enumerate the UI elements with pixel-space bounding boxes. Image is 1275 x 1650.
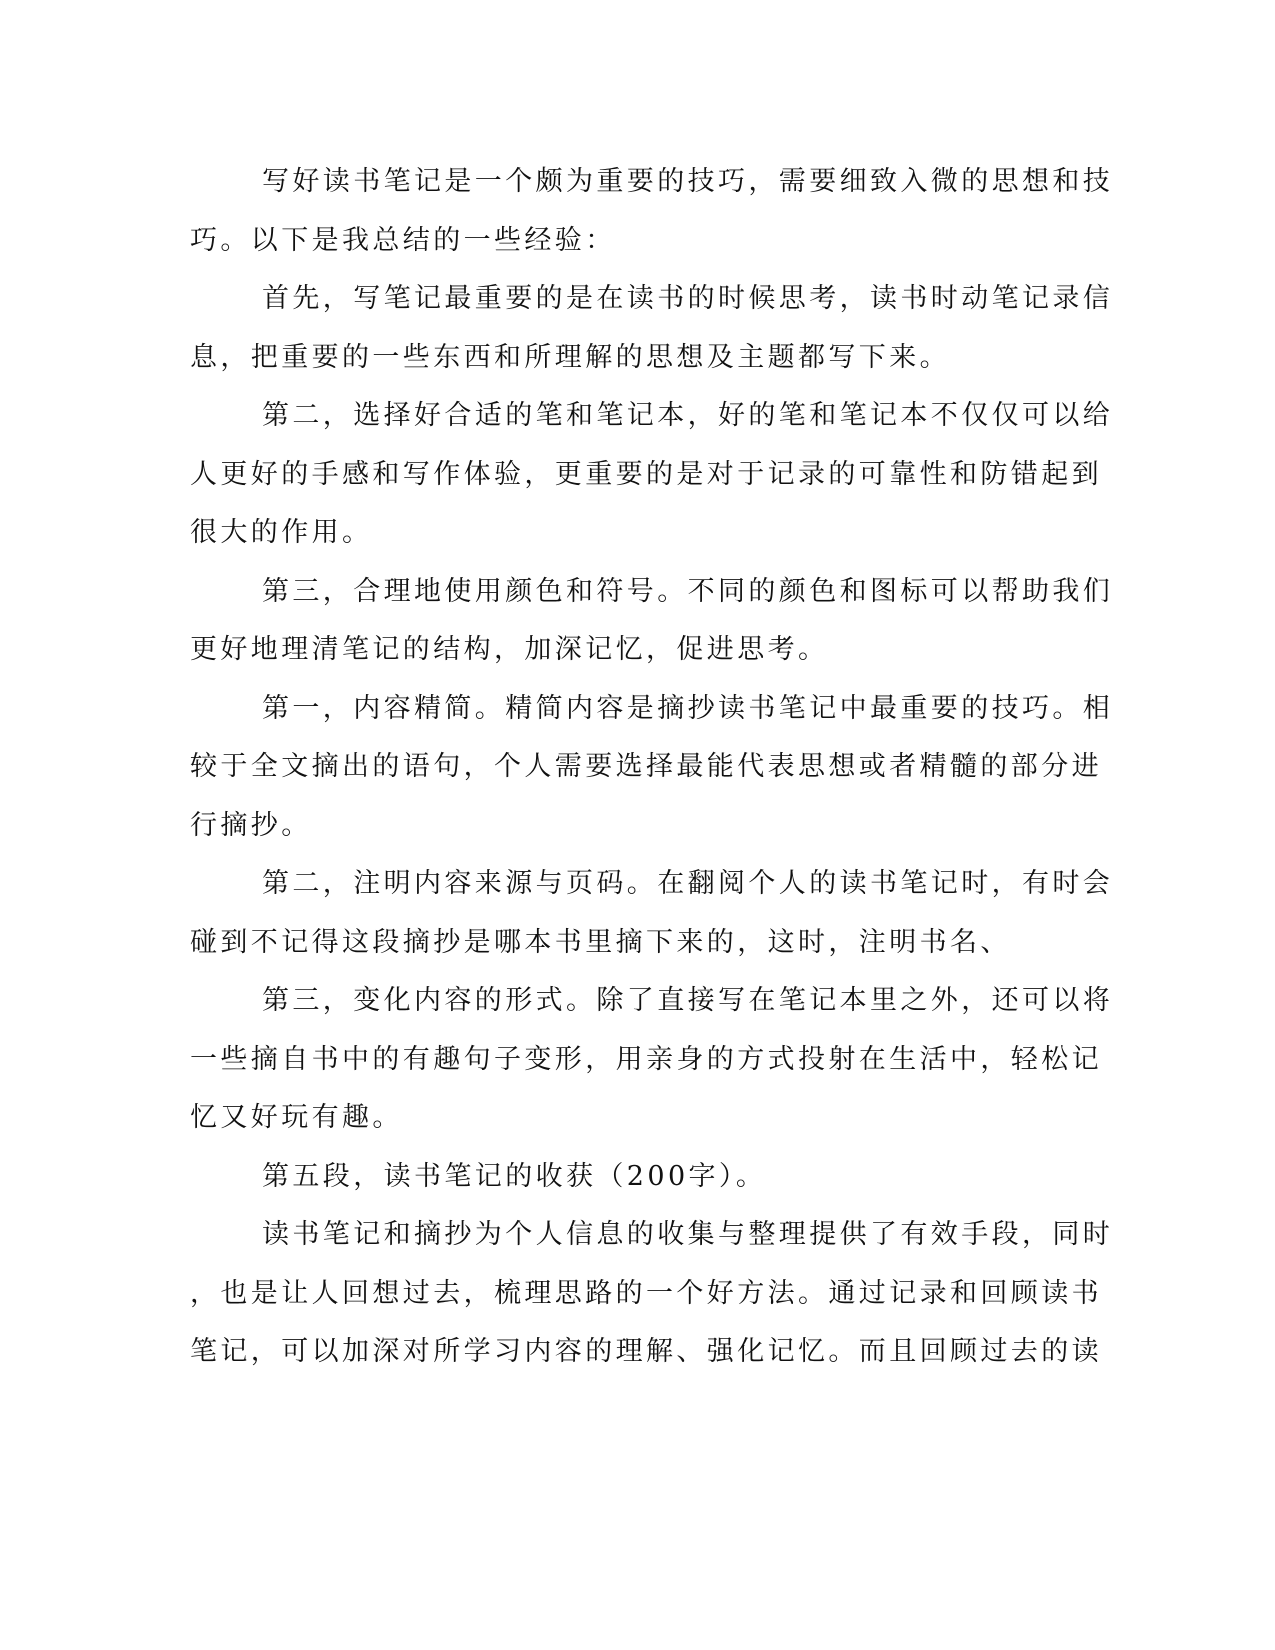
paragraph-3-line-1: 第二，选择好合适的笔和笔记本，好的笔和笔记本不仅仅可以给 [262, 400, 1114, 431]
paragraph-2-line-2: 息，把重要的一些东西和所理解的思想及主题都写下来。 [190, 342, 950, 373]
paragraph-4-line-2: 更好地理清笔记的结构，加深记忆，促进思考。 [190, 634, 829, 665]
paragraph-2-line-1: 首先，写笔记最重要的是在读书的时候思考，读书时动笔记录信 [262, 283, 1114, 314]
paragraph-7-line-1: 第三，变化内容的形式。除了直接写在笔记本里之外，还可以将 [262, 985, 1114, 1016]
section-heading-5: 第五段，读书笔记的收获（200字）。 [262, 1161, 767, 1192]
paragraph-3-line-3: 很大的作用。 [190, 517, 373, 548]
paragraph-7-line-3: 忆又好玩有趣。 [190, 1102, 403, 1133]
paragraph-8-line-3: 笔记，可以加深对所学习内容的理解、强化记忆。而且回顾过去的读 [190, 1336, 1102, 1367]
paragraph-8-line-1: 读书笔记和摘抄为个人信息的收集与整理提供了有效手段，同时 [262, 1219, 1114, 1250]
paragraph-6-line-1: 第二，注明内容来源与页码。在翻阅个人的读书笔记时，有时会 [262, 868, 1114, 899]
paragraph-5-line-3: 行摘抄。 [190, 810, 312, 841]
paragraph-5-line-2: 较于全文摘出的语句，个人需要选择最能代表思想或者精髓的部分进 [190, 751, 1102, 782]
paragraph-4-line-1: 第三，合理地使用颜色和符号。不同的颜色和图标可以帮助我们 [262, 576, 1114, 607]
paragraph-3-line-2: 人更好的手感和写作体验，更重要的是对于记录的可靠性和防错起到 [190, 459, 1102, 490]
paragraph-6-line-2: 碰到不记得这段摘抄是哪本书里摘下来的，这时，注明书名、 [190, 927, 1011, 958]
paragraph-8-line-2: ，也是让人回想过去，梳理思路的一个好方法。通过记录和回顾读书 [190, 1278, 1102, 1309]
paragraph-1-line-2: 巧。以下是我总结的一些经验： [190, 225, 616, 256]
paragraph-5-line-1: 第一，内容精简。精简内容是摘抄读书笔记中最重要的技巧。相 [262, 693, 1114, 724]
paragraph-7-line-2: 一些摘自书中的有趣句子变形，用亲身的方式投射在生活中，轻松记 [190, 1044, 1102, 1075]
paragraph-1-line-1: 写好读书笔记是一个颇为重要的技巧，需要细致入微的思想和技 [262, 166, 1114, 197]
